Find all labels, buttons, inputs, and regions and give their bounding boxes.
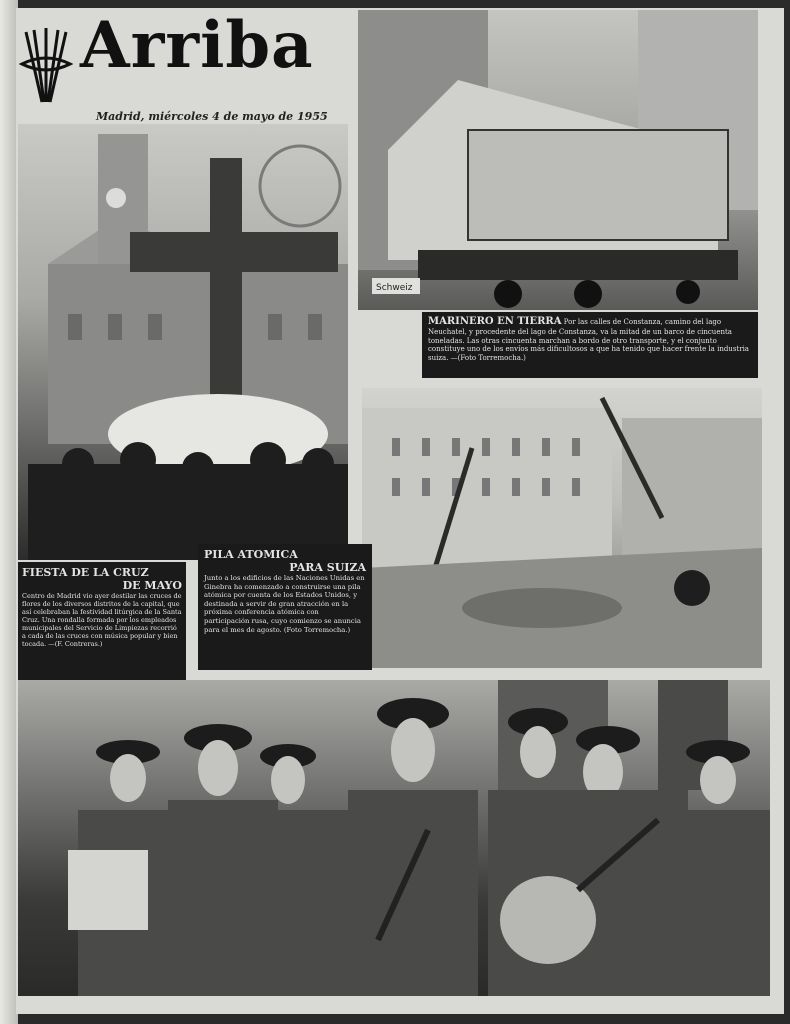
photo-flower-cross	[18, 124, 348, 560]
caption-marinero	[422, 312, 758, 378]
caption-fiesta-body: Centro de Madrid vio ayer destilar las cruces de flores de los diversos distritos de la capital, que así celebraban la festividad litúrgica de la Santa Cruz. Una rondalla formada por los empleados municipales del Servicio de Limpiezas recorrió a cada de las cruces con música popular y bien tocada. —(F. Contreras.)	[22, 592, 182, 648]
sign-schweiz: Schweiz	[376, 283, 413, 293]
dateline: Madrid, miércoles 4 de mayo de 1955	[96, 110, 328, 123]
caption-pila-body: Junto a los edificios de las Naciones Unidas en Ginebra ha comenzado a construirse una pila atómica por cuenta de los Estados Unidos, y destinada a servir de gran atracción en la próxima conferencia atómica con participación rusa, cuyo comienzo se anuncia para el mes de agosto. (Foto Torremocha.)	[204, 574, 365, 634]
masthead-title: Arriba	[80, 8, 314, 83]
photo-boat-truck	[358, 10, 758, 310]
caption-pila-head-1: PILA ATOMICA	[204, 548, 298, 561]
photo-rondalla-band	[18, 680, 770, 996]
caption-fiesta-head-2: DE MAYO	[122, 579, 182, 592]
caption-pila-atomica	[198, 544, 372, 670]
caption-fiesta-cruz	[18, 562, 186, 688]
caption-marinero-head: MARINERO EN TIERRA	[428, 316, 562, 327]
caption-fiesta-head-1: FIESTA DE LA CRUZ	[22, 566, 149, 579]
caption-pila-head-2: PARA SUIZA	[289, 561, 366, 574]
yoke-arrows-emblem-icon	[18, 24, 74, 106]
caption-marinero-body: Por las calles de Constanza, camino del lago Neuchatel, y procedente del lago de Constanza, va la mitad de un barco de cincuenta toneladas. Las otras cincuenta marchan a bordo de otro transporte, y el conjunto constituye uno de los envíos más dificultosos a que ha tenido que hacer frente la industria suiza. —(Foto Torremocha.)	[428, 318, 749, 362]
photo-atomic-pile-site	[362, 388, 762, 668]
